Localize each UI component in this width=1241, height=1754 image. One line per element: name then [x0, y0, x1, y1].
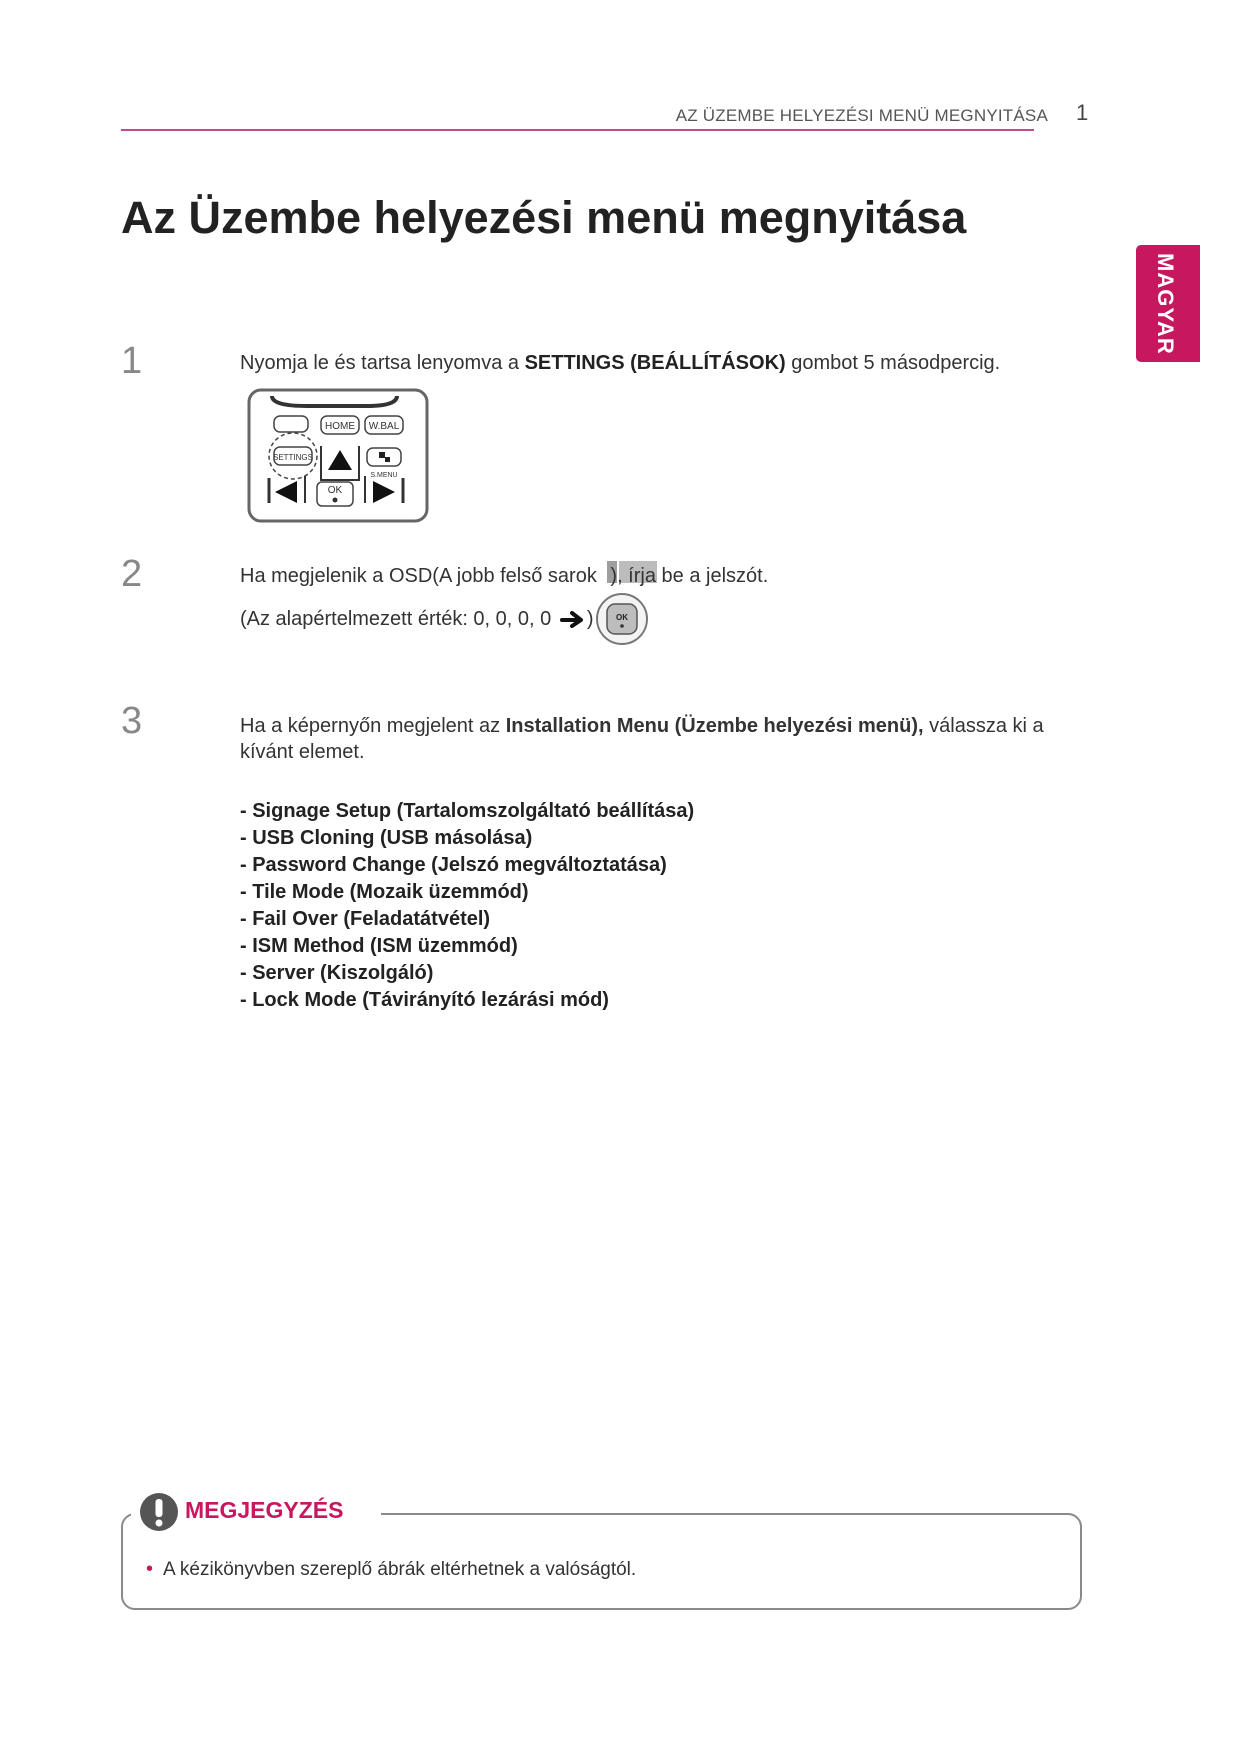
language-side-tab — [1136, 245, 1200, 362]
remote-wbal-label: W.BAL — [368, 421, 400, 432]
installation-menu-list — [240, 798, 694, 1014]
language-side-tab-label: MAGYAR — [1153, 253, 1178, 355]
step-2-line-2-close: ) — [586, 608, 594, 630]
step-1-text — [240, 352, 1000, 375]
menu-list-item: - Server (Kiszolgáló) — [240, 962, 434, 984]
menu-list-item: - Signage Setup (Tartalomszolgáltató beállítása) — [240, 800, 695, 822]
remote-home-label: HOME — [325, 421, 355, 432]
step-3-text — [240, 713, 1080, 765]
page-title: Az Üzembe helyezési menü megnyitása — [121, 192, 967, 243]
menu-list-item: - Lock Mode (Távirányító lezárási mód) — [240, 989, 609, 1011]
menu-list-item: - Password Change (Jelszó megváltoztatása) — [240, 854, 667, 876]
header-divider — [121, 129, 1034, 131]
note-bullet: • — [146, 1558, 154, 1580]
menu-list-item: - USB Cloning (USB másolása) — [240, 827, 533, 849]
step-2-line-1-after: ), írja be a jelszót. — [610, 565, 769, 587]
right-arrow-icon — [560, 610, 586, 628]
running-header-title: AZ ÜZEMBE HELYEZÉSI MENÜ MEGNYITÁSA — [675, 106, 1048, 125]
page-number: 1 — [1076, 100, 1089, 125]
note-label: MEGJEGYZÉS — [185, 1497, 344, 1523]
ok-button-icon — [595, 592, 649, 646]
step-1-text-after: gombot 5 másodpercig. — [785, 352, 1001, 374]
warning-icon — [138, 1491, 180, 1533]
step-1-text-before: Nyomja le és tartsa lenyomva a — [240, 352, 525, 374]
menu-list-item: - ISM Method (ISM üzemmód) — [240, 935, 518, 957]
step-2-number: 2 — [121, 553, 143, 595]
step-3-text-before: Ha a képernyőn megjelent az — [240, 715, 506, 737]
menu-list-item: - Tile Mode (Mozaik üzemmód) — [240, 881, 529, 903]
step-2-line-1 — [240, 565, 768, 588]
step-1-number: 1 — [121, 340, 143, 382]
ok-button-label: OK — [616, 613, 628, 622]
step-2-line-2-text: (Az alapértelmezett érték: 0, 0, 0, 0 — [240, 608, 557, 630]
remote-settings-label: SETTINGS — [272, 453, 314, 462]
step-2-line-1-before: Ha megjelenik a OSD(A jobb felső sarok — [240, 565, 603, 587]
remote-control-illustration — [247, 388, 429, 523]
step-2-line-2 — [240, 608, 594, 631]
step-3-number: 3 — [121, 700, 143, 742]
step-3-text-after: válassza ki a kívánt elemet. — [240, 715, 1044, 763]
remote-ok-label: OK — [327, 485, 343, 496]
step-1-text-bold: SETTINGS (BEÁLLÍTÁSOK) — [524, 352, 786, 374]
remote-smenu-label: S.MENU — [370, 472, 398, 479]
menu-list-item: - Fail Over (Feladatátvétel) — [240, 908, 491, 930]
step-3-text-bold: Installation Menu (Üzembe helyezési menü), — [505, 715, 924, 737]
note-text: A kézikönyvben szereplő ábrák eltérhetnek a valóságtól. — [163, 1559, 637, 1580]
